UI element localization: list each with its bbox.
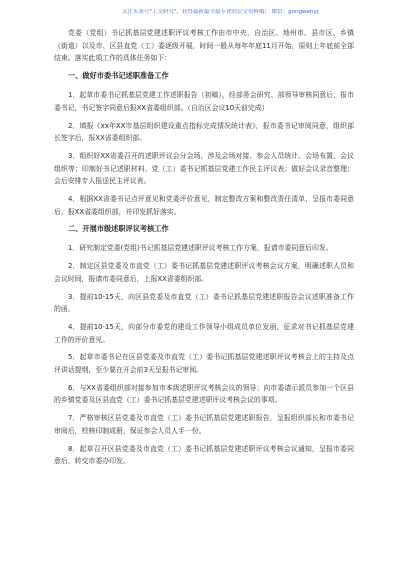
intro-paragraph: 党委（党组）书记抓基层党建述职评议考核工作由市中央、自治区、地州市、县市区、乡镇（街道）以及市、区县直党（工）委逐级开展，时间一般从每年年底11月开始，原则上年底前全部结束。落实此项工作的具体任务如下： xyxy=(54,29,354,63)
list-item: 4．提前10-15天，向部分市委党的建设工作领导小组成员单位发函，征求对书记抓基层党建工作的评价意见。 xyxy=(54,322,354,344)
list-item: 4．根据XX省委书记点评意见和党委评价意见，制定整改方案和整改责任清单，呈报市委同意后，报XX省委组织部，并印发抓好落实。 xyxy=(54,195,354,216)
list-item: 8．起草召开区县党委及市直党（工）委书记抓基层党建述职评议考核会议通知，呈报市委同意后，转交市委办印发。 xyxy=(54,444,354,466)
section-heading: 二、开展市级述职评议考核工作 xyxy=(68,224,169,234)
list-item: 2．制定区县党委及市直党（工）委书记抓基层党建述职评议考核会议方案，明确述职人员和会议时间，报请市委同意后，上报XX省委组织部。 xyxy=(54,262,354,283)
list-item: 1．起草市委书记抓基层党建工作述职报告（初稿），经部务会研究、部领导审核同意后，报市委书记，书记签字同意后报XX省委组织部。（自治区会议10天前完成） xyxy=(54,91,354,112)
section-heading: 一、做好市委书记述职准备工作 xyxy=(68,71,169,81)
list-item: 6．与XX省委组织部对接参加市本级述职评议考核会议的领导；向市委请示派员参加一个区县的乡镇党委及区县直党（工）委书记抓基层党建述职评议考核会议的事项。 xyxy=(54,383,354,405)
top-banner: 关注头条号"工交研究"，获得最新最全最专业的公文资料哦！ 微信：gongwenyj xyxy=(121,9,319,15)
list-item: 7．严格审核区县党委及市直党（工）委书记抓基层党建述职报告，呈报组织部长和市委书记审阅后，校核印制成册，保证参会人员人手一份。 xyxy=(54,414,354,435)
document-body xyxy=(54,27,354,473)
list-item: 1．研究制定党委(党组)书记抓基层党建述职评议考核工作方案，报请市委同意后印发。 xyxy=(68,244,333,253)
list-item: 3．组织好XX省委召开的述职评议会分会场，涉及会场对接、参会人员统计、会场布置、会议组织等；印制好书记述职材料、党（工）委书记抓基层党建工作民主评议表；做好会议录音整理；会后安排专人报送民主评议表。 xyxy=(54,151,354,186)
list-item: 5．起草市委书记在区县党委及市直党（工）委书记抓基层党建述职评议考核会上的主持及点评讲话提纲，至少要在开会前3天呈报书记审阅。 xyxy=(54,353,354,375)
list-item: 3．提前10-15天，向区县党委及市直党（工）委书记抓基层党建述职报告会议述职准备工作的函。 xyxy=(54,292,354,314)
list-item: 2．填报《xx年XX市基层组织建设重点指标完成情况统计表》，报市委书记审阅同意，组织部长签字后，报XX省委组织部。 xyxy=(54,121,354,143)
